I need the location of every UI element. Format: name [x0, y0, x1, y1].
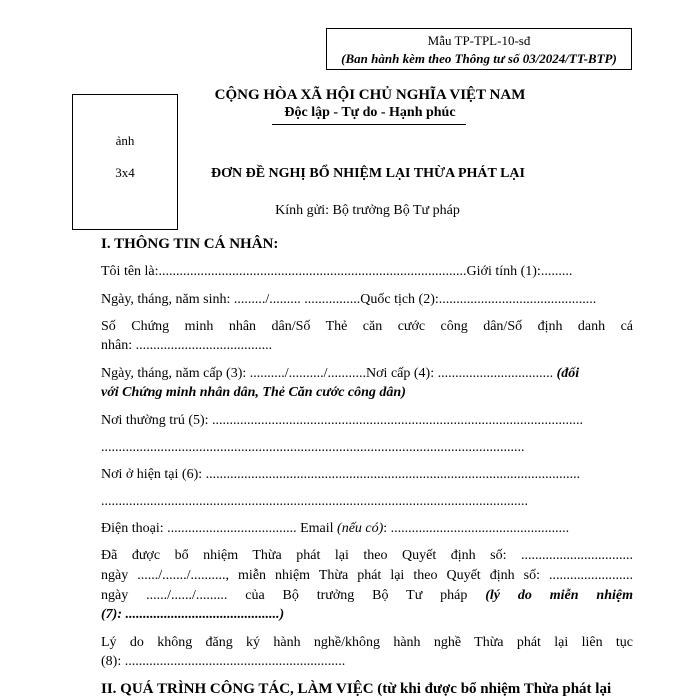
id-number-line-2: nhân: ....................................... — [101, 338, 273, 353]
appointment-line-2: ngày ....../......./.........., miễn nhiệm Thừa phát lại theo Quyết định số: ........................ — [101, 568, 633, 583]
reason-line-2: (8): ............................................................... — [101, 654, 346, 669]
appointment-line-1: Đã được bổ nhiệm Thừa phát lại theo Quyết định số: ................................ — [101, 548, 633, 563]
nation-header: CỘNG HÒA XÃ HỘI CHỦ NGHĨA VIỆT NAM — [214, 87, 526, 103]
nation-motto: Độc lập - Tự do - Hạnh phúc — [284, 105, 456, 120]
issue-date-text: Ngày, tháng, năm cấp (3): ........../........../...........Nơi cấp (4): ................................. — [101, 366, 557, 381]
issue-date-line-1 — [101, 364, 633, 383]
dismissal-reason-note: (lý do miễn nhiệm — [485, 588, 633, 603]
dob-nationality-line: Ngày, tháng, năm sinh: ........./......... ................Quốc tịch (2):............................................. — [101, 292, 597, 307]
photo-label: ảnh — [115, 133, 135, 148]
email-dots: : ................................................... — [383, 521, 570, 536]
current-residence-line-1: Nơi ở hiện tại (6): ........................................................................................................... — [101, 467, 581, 482]
name-field-line: Tôi tên là:........................................................................................Giới tính (1):......... — [101, 264, 573, 279]
permanent-residence-line-2: ......................................................................................................................... — [101, 440, 525, 455]
form-code: Mẫu TP-TPL-10-sđ — [427, 33, 531, 48]
appointment-line-4: (7): ............................................) — [101, 607, 285, 622]
appointment-line-3 — [101, 586, 633, 605]
section-2-heading: II. QUÁ TRÌNH CÔNG TÁC, LÀM VIỆC (từ khi được bổ nhiệm Thừa phát lại — [101, 681, 612, 697]
photo-size-label: 3x4 — [115, 165, 135, 180]
document-title: ĐƠN ĐỀ NGHỊ BỔ NHIỆM LẠI THỪA PHÁT LẠI — [210, 166, 525, 181]
form-code-box — [326, 28, 632, 70]
current-residence-line-2: .......................................................................................................................... — [101, 494, 528, 509]
motto-underline — [272, 124, 466, 125]
appointment-text: ngày ....../....../......... của Bộ trưởng Bộ Tư pháp — [101, 588, 486, 603]
email-optional-note: (nếu có) — [337, 521, 384, 536]
issue-date-note: với Chứng minh nhân dân, Thẻ Căn cước công dân) — [101, 385, 406, 400]
recipient-line: Kính gửi: Bộ trưởng Bộ Tư pháp — [275, 203, 460, 218]
issue-date-note-start: (đối — [556, 366, 580, 381]
reason-line-1: Lý do không đăng ký hành nghề/không hành nghề Thừa phát lại liên tục — [101, 635, 633, 650]
phone-email-line — [101, 519, 633, 538]
section-1-heading: I. THÔNG TIN CÁ NHÂN: — [101, 236, 279, 252]
form-code-issuance-note: (Ban hành kèm theo Thông tư số 03/2024/TT-BTP) — [341, 51, 617, 66]
photo-placeholder — [72, 94, 178, 230]
id-number-line-1: Số Chứng minh nhân dân/Số Thẻ căn cước công dân/Số định danh cá — [101, 319, 633, 334]
permanent-residence-line-1: Nơi thường trú (5): .......................................................................................................... — [101, 413, 584, 428]
phone-text: Điện thoại: ..................................... Email — [101, 521, 338, 536]
